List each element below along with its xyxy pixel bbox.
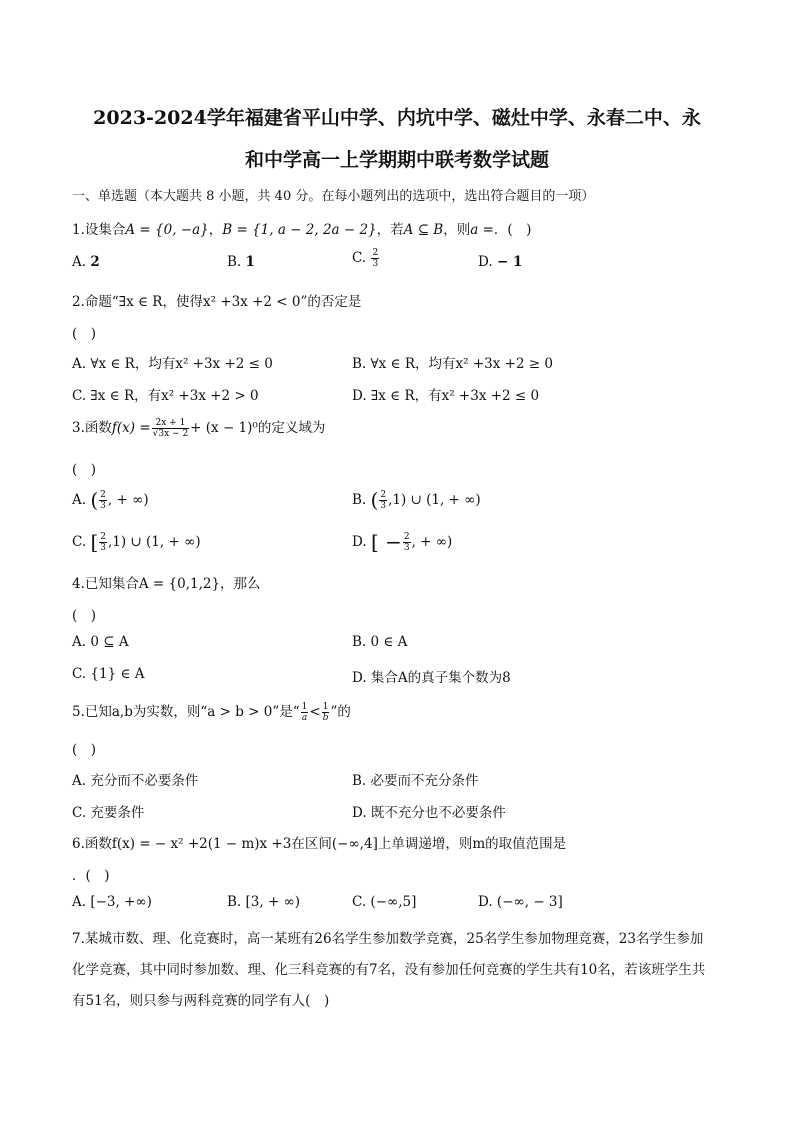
q3-function: f(x) = — [111, 420, 151, 436]
question-4-paren: ( ) — [72, 608, 97, 624]
q6-option-d[interactable]: D. (−∞, − 3] — [478, 894, 563, 910]
q1-text: ， — [208, 222, 223, 238]
section-heading: 一、单选题（本大题共 8 小题，共 40 分。在每小题列出的选项中，选出符合题目的一项） — [72, 189, 595, 204]
fraction: $\frac{2}{3}$ — [380, 490, 387, 511]
q1-text: ，则 — [443, 222, 471, 238]
q3-text: + (x − 1)⁰的定义域为 — [190, 420, 326, 436]
q1-variable: a = — [470, 222, 494, 238]
fraction: $\frac{2}{3}$ — [100, 490, 106, 511]
q1-option-d[interactable] — [478, 254, 522, 270]
q4-option-b[interactable]: B. 0 ∈ A — [352, 634, 408, 650]
q4-option-c[interactable]: C. {1} ∈ A — [72, 666, 145, 682]
q6-option-b[interactable]: B. [3, + ∞) — [227, 894, 301, 910]
exam-title-line-2: 和中学高一上学期期中联考数学试题 — [244, 149, 549, 171]
fraction: $\frac{1}{b}$ — [322, 702, 329, 723]
q3-option-c[interactable] — [72, 530, 201, 554]
fraction: $\frac{2}{3}$ — [100, 532, 106, 553]
q5-text: 5.已知a,b为实数，则“a > b > 0”是“ — [72, 704, 300, 720]
option-value: 1 — [245, 254, 255, 270]
q1-option-b[interactable] — [227, 254, 255, 270]
fraction: $\frac{2x + 1}{√3x - 2}$ — [152, 418, 189, 439]
option-label: A. — [72, 492, 87, 508]
question-2-paren: ( ) — [72, 326, 97, 342]
option-label: B. — [352, 492, 367, 508]
option-label: B. — [227, 254, 242, 270]
q6-option-a[interactable]: A. [−3, +∞) — [72, 894, 152, 910]
question-6-paren: ．( ) — [72, 868, 110, 884]
q2-option-c[interactable]: C. ∃x ∈ R，有x² +3x +2 > 0 — [72, 388, 259, 404]
question-7-line-2: 化学竞赛，其中同时参加数、理、化三科竞赛的有7名，没有参加任何竞赛的学生共有10名，若该班学生共 — [72, 962, 706, 978]
question-6-stem: 6.函数f(x) = − x² +2(1 − m)x +3在区间(−∞,4]上单调递增，则m的取值范围是 — [72, 836, 567, 852]
q5-option-c[interactable]: C. 充要条件 — [72, 805, 145, 821]
q3-text: 3.函数 — [72, 420, 112, 436]
option-value: , + ∞) — [107, 492, 149, 508]
q2-option-a[interactable]: A. ∀x ∈ R，均有x² +3x +2 ≤ 0 — [72, 356, 273, 372]
fraction: $\frac{2}{3}$ — [372, 248, 379, 269]
q1-subset: A ⊆ B — [403, 222, 444, 238]
question-3-paren: ( ) — [72, 462, 97, 478]
bracket: [ − — [370, 530, 402, 554]
fraction: $\frac{2}{3}$ — [403, 532, 410, 553]
q1-set-a: A = {0, −a} — [125, 222, 209, 238]
q3-option-b[interactable] — [352, 488, 481, 512]
q1-text: ．( ) — [493, 222, 532, 238]
question-5-stem — [72, 700, 351, 723]
q1-text: ，若 — [376, 222, 404, 238]
q3-option-d[interactable] — [352, 530, 452, 554]
bracket: ( — [90, 488, 99, 512]
q4-option-a[interactable]: A. 0 ⊆ A — [72, 634, 129, 650]
q5-option-a[interactable]: A. 充分而不必要条件 — [72, 773, 199, 789]
option-label: C. — [352, 250, 367, 266]
exam-title-line-1: 2023-2024学年福建省平山中学、内坑中学、磁灶中学、永春二中、永 — [93, 107, 701, 129]
q5-less-than: < — [309, 704, 321, 720]
option-label: D. — [352, 534, 367, 550]
fraction: $\frac{1}{a}$ — [301, 702, 308, 723]
q1-option-c[interactable] — [352, 248, 380, 269]
option-value: ,1) ∪ (1, + ∞) — [107, 534, 201, 550]
q2-option-b[interactable]: B. ∀x ∈ R，均有x² +3x +2 ≥ 0 — [352, 356, 554, 372]
bracket: [ — [90, 530, 99, 554]
q1-text: 1.设集合 — [72, 222, 126, 238]
q4-option-d[interactable]: D. 集合A的真子集个数为8 — [352, 670, 511, 686]
q2-option-d[interactable]: D. ∃x ∈ R，有x² +3x +2 ≤ 0 — [352, 388, 540, 404]
q3-option-a[interactable] — [72, 488, 149, 512]
option-label: C. — [72, 534, 87, 550]
q5-option-b[interactable]: B. 必要而不充分条件 — [352, 773, 479, 789]
option-value: − 1 — [496, 254, 523, 270]
q5-option-d[interactable]: D. 既不充分也不必要条件 — [352, 805, 506, 821]
question-7-line-3: 有51名，则只参与两科竞赛的同学有人( ) — [72, 993, 330, 1009]
question-7-line-1: 7.某城市数、理、化竞赛时，高一某班有26名学生参加数学竞赛，25名学生参加物理竞赛，23名学生参加 — [72, 931, 704, 947]
question-1-stem — [72, 218, 531, 238]
question-5-paren: ( ) — [72, 742, 97, 758]
question-3-stem — [72, 416, 325, 439]
option-value: , + ∞) — [411, 534, 453, 550]
q1-option-a[interactable] — [72, 254, 100, 270]
option-value: ,1) ∪ (1, + ∞) — [388, 492, 481, 508]
question-2-stem: 2.命题“∃x ∈ R，使得x² +3x +2 < 0”的否定是 — [72, 294, 362, 310]
q5-text: ”的 — [330, 704, 351, 720]
option-label: D. — [478, 254, 493, 270]
option-value: 2 — [90, 254, 100, 270]
q1-set-b: B = {1, a − 2, 2a − 2} — [222, 222, 377, 238]
option-label: A. — [72, 254, 87, 270]
question-4-stem: 4.已知集合A = {0,1,2}，那么 — [72, 576, 261, 592]
bracket: ( — [370, 488, 379, 512]
q6-option-c[interactable]: C. (−∞,5] — [352, 894, 417, 910]
